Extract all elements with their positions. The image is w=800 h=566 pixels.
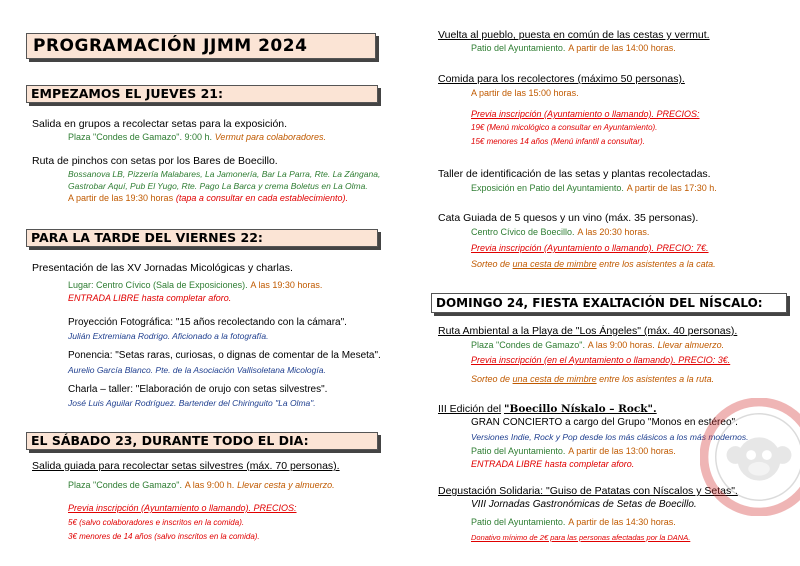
friday-intro: Presentación de las XV Jornadas Micológicas y charlas. (32, 262, 293, 274)
route-raffle: Sorteo de una cesta de mimbre entre los asistentes a la ruta. (471, 374, 715, 384)
monkey-stamp-logo (700, 398, 800, 516)
tasting-details: Centro Cívico de Boecillo. A las 20:30 horas. (471, 227, 650, 237)
meal-inscription: Previa inscripción (Ayuntamiento o llamando). PRECIOS: (471, 109, 700, 119)
thursday-bars-line1: Bossanova LB, Pizzería Malabares, La Jamonería, Bar La Parra, Rte. La Zángana, (68, 169, 381, 179)
tasting-title: Cata Guiada de 5 quesos y un vino (máx. 35 personas). (438, 212, 699, 224)
section-thursday: EMPEZAMOS EL JUEVES 21: (26, 85, 378, 103)
route-title: Ruta Ambiental a la Playa de "Los Ángeles" (máx. 40 personas). (438, 325, 738, 337)
saturday-price1: 5€ (salvo colaboradores e inscritos en la comida). (68, 518, 245, 527)
section-sunday: DOMINGO 24, FIESTA EXALTACIÓN DEL NÍSCALO: (431, 293, 787, 313)
saturday-inscription: Previa inscripción (Ayuntamiento o llamando). PRECIOS: (68, 503, 297, 513)
saturday-price2: 3€ menores de 14 años (salvo inscritos en la comida). (68, 532, 260, 541)
meal-title: Comida para los recolectores (máximo 50 personas). (438, 73, 685, 85)
meal-price1: 19€ (Menú micológico a consultar en Ayuntamiento). (471, 123, 658, 132)
friday-talk2: Ponencia: "Setas raras, curiosas, o dignas de comentar de la Meseta". (68, 350, 381, 361)
rock-free-entry: ENTRADA LIBRE hasta completar aforo. (471, 459, 635, 469)
tasting-raffle: Sorteo de una cesta de mimbre entre los asistentes a la cata. (471, 259, 716, 269)
meal-time: A partir de las 15:00 horas. (471, 88, 579, 98)
saturday-place: Plaza "Condes de Gamazo". A las 9:00 h. Llevar cesta y almuerzo. (68, 480, 335, 490)
thursday-item1-details: Plaza "Condes de Gamazo". 9:00 h. Vermut para colaboradores. (68, 132, 326, 142)
friday-free-entry: ENTRADA LIBRE hasta completar aforo. (68, 293, 232, 303)
thursday-item2-title: Ruta de pinchos con setas por los Bares de Boecillo. (32, 155, 278, 167)
rock-concert: GRAN CONCIERTO a cargo del Grupo "Monos en estéreo". (471, 417, 738, 428)
rock-versions: Versiones Indie, Rock y Pop desde los más clásicos a los más modernos. (471, 432, 749, 442)
route-details: Plaza "Condes de Gamazo". A las 9:00 horas. Llevar almuerzo. (471, 340, 725, 350)
friday-talk3-speaker: José Luis Aguilar Rodríguez. Bartender del Chiringuito "La Olma". (68, 398, 316, 408)
section-saturday: EL SÁBADO 23, DURANTE TODO EL DIA: (26, 432, 378, 450)
workshop-details: Exposición en Patio del Ayuntamiento. A partir de las 17:30 h. (471, 183, 717, 193)
friday-talk1-speaker: Julián Extremiana Rodrigo. Aficionado a la fotografía. (68, 331, 269, 341)
stew-subtitle: VIII Jornadas Gastronómicas de Setas de Boecillo. (471, 499, 697, 510)
section-friday: PARA LA TARDE DEL VIERNES 22: (26, 229, 378, 247)
vermut-details: Patio del Ayuntamiento. A partir de las 14:00 horas. (471, 43, 676, 53)
stew-title: Degustación Solidaria: "Guiso de Patatas con Níscalos y Setas". (438, 485, 738, 497)
tasting-inscription: Previa inscripción (Ayuntamiento o llamando). PRECIO: 7€. (471, 243, 709, 253)
workshop-title: Taller de identificación de las setas y plantas recolectadas. (438, 168, 711, 180)
meal-price2: 15€ menores 14 años (Menú infantil a consultar). (471, 137, 645, 146)
friday-place: Lugar: Centro Cívico (Sala de Exposiciones). A las 19:30 horas. (68, 280, 323, 290)
thursday-item1-title: Salida en grupos a recolectar setas para la exposición. (32, 118, 288, 130)
rock-details: Patio del Ayuntamiento. A partir de las 13:00 horas. (471, 446, 676, 456)
rock-title: III Edición del "Boecillo Nískalo – Rock". (438, 403, 657, 415)
stew-details: Patio del Ayuntamiento. A partir de las 14:30 horas. (471, 517, 676, 527)
friday-talk1: Proyección Fotográfica: "15 años recolectando con la cámara". (68, 317, 347, 328)
vermut-title: Vuelta al pueblo, puesta en común de las cestas y vermut. (438, 29, 710, 41)
saturday-item-title: Salida guiada para recolectar setas silvestres (máx. 70 personas). (32, 460, 340, 472)
friday-talk3: Charla – taller: "Elaboración de orujo con setas silvestres". (68, 384, 328, 395)
route-inscription: Previa inscripción (en el Ayuntamiento o llamando). PRECIO: 3€. (471, 355, 731, 365)
stew-donation: Donativo mínimo de 2€ para las personas afectadas por la DANA. (471, 533, 691, 542)
page-title: PROGRAMACIÓN JJMM 2024 (26, 33, 376, 59)
thursday-bars-line2: Gastrobar Aquí, Pub El Yugo, Rte. Pago La Barca y crema Boletus en La Olma. (68, 181, 368, 191)
friday-talk2-speaker: Aurelio García Blanco. Pte. de la Asociación Vallisoletana Micología. (68, 365, 326, 375)
thursday-item2-time: A partir de las 19:30 horas (tapa a consultar en cada establecimiento). (68, 193, 348, 203)
